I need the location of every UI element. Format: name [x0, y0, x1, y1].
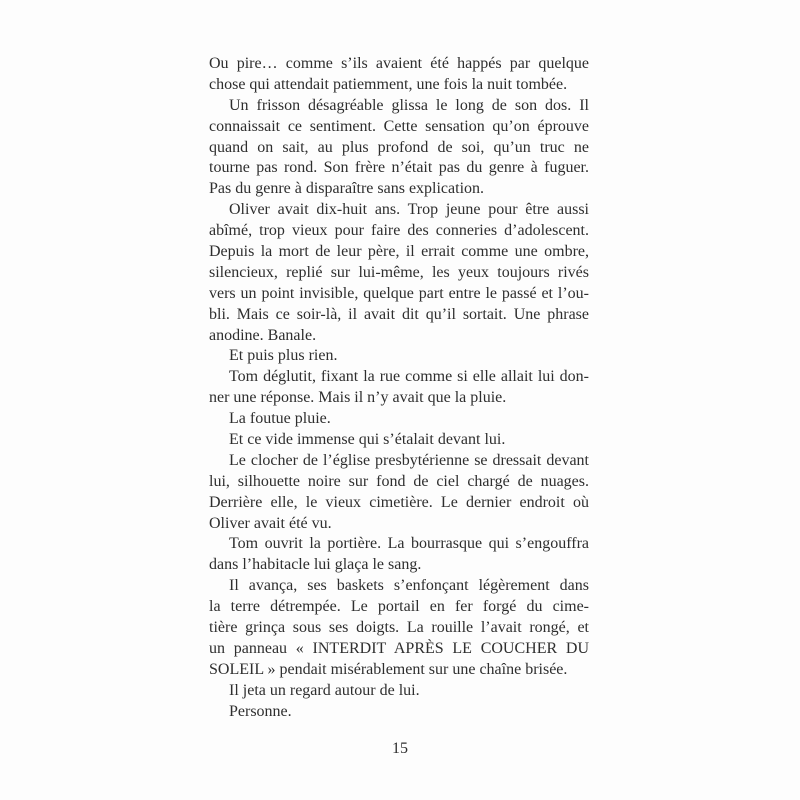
text-line: quand on sait, au plus profond de soi, qu’un truc ne [209, 138, 589, 156]
paragraph [209, 702, 589, 723]
text-line: vers un point invisible, quelque part entre le passé et l’ou- [209, 284, 589, 302]
text-line: Pas du genre à disparaître sans explication. [209, 180, 485, 198]
text-line: Et puis plus rien. [229, 347, 338, 365]
paragraph [209, 367, 589, 409]
text-line: Personne. [229, 702, 292, 720]
text-line: Ou pire… comme s’ils avaient été happés par quelque [209, 55, 589, 72]
text-line: Un frisson désagréable glissa le long de son dos. Il [229, 96, 589, 114]
paragraph [209, 54, 589, 96]
paragraph [209, 576, 589, 680]
paragraph [209, 534, 589, 576]
text-line: un panneau « INTERDIT APRÈS LE COUCHER DU [209, 639, 589, 657]
text-line: chose qui attendait patiemment, une fois la nuit tombée. [209, 75, 568, 93]
text-line: bli. Mais ce soir-là, il avait dit qu’il sortait. Une phrase [209, 305, 589, 323]
text-line: tière grinça sous ses doigts. La rouille l’avait rongé, et [209, 619, 589, 637]
text-line: silencieux, replié sur lui-même, les yeux toujours rivés [209, 263, 589, 281]
text-line: Tom déglutit, fixant la rue comme si elle allait lui don- [229, 368, 589, 386]
paragraph [209, 346, 589, 367]
page-body-text [209, 54, 589, 723]
text-line: Il avança, ses baskets s’enfonçant légèrement dans [229, 577, 589, 595]
text-line: abîmé, trop vieux pour faire des conneries d’adolescent. [209, 222, 589, 240]
paragraph [209, 681, 589, 702]
page-number: 15 [392, 740, 408, 757]
paragraph [209, 451, 589, 535]
text-line: dans l’habitacle lui glaça le sang. [209, 556, 422, 574]
text-line: Le clocher de l’église presbytérienne se dressait devant [229, 451, 589, 469]
paragraph [209, 430, 589, 451]
text-line: Derrière elle, le vieux cimetière. Le dernier endroit où [209, 493, 589, 511]
text-line: Oliver avait été vu. [209, 514, 332, 532]
text-line: SOLEIL » pendait misérablement sur une chaîne brisée. [209, 660, 568, 678]
text-line: La foutue pluie. [229, 410, 331, 428]
text-line: tourne pas rond. Son frère n’était pas du genre à fuguer. [209, 159, 589, 177]
paragraph [209, 96, 589, 200]
text-line: ner une réponse. Mais il n’y avait que la pluie. [209, 389, 507, 407]
paragraph [209, 409, 589, 430]
text-line: Il jeta un regard autour de lui. [229, 681, 420, 699]
paragraph [209, 200, 589, 346]
text-line: Et ce vide immense qui s’étalait devant lui. [229, 431, 506, 449]
text-line: lui, silhouette noire sur fond de ciel chargé de nuages. [209, 472, 589, 490]
text-line: Oliver avait dix-huit ans. Trop jeune pour être aussi [229, 201, 589, 219]
text-line: la terre détrempée. Le portail en fer forgé du cime- [209, 598, 589, 616]
text-line: anodine. Banale. [209, 326, 317, 344]
text-line: Tom ouvrit la portière. La bourrasque qui s’engouffra [229, 535, 589, 553]
text-line: connaissait ce sentiment. Cette sensation qu’on éprouve [209, 117, 589, 135]
text-line: Depuis la mort de leur père, il errait comme une ombre, [209, 243, 589, 261]
